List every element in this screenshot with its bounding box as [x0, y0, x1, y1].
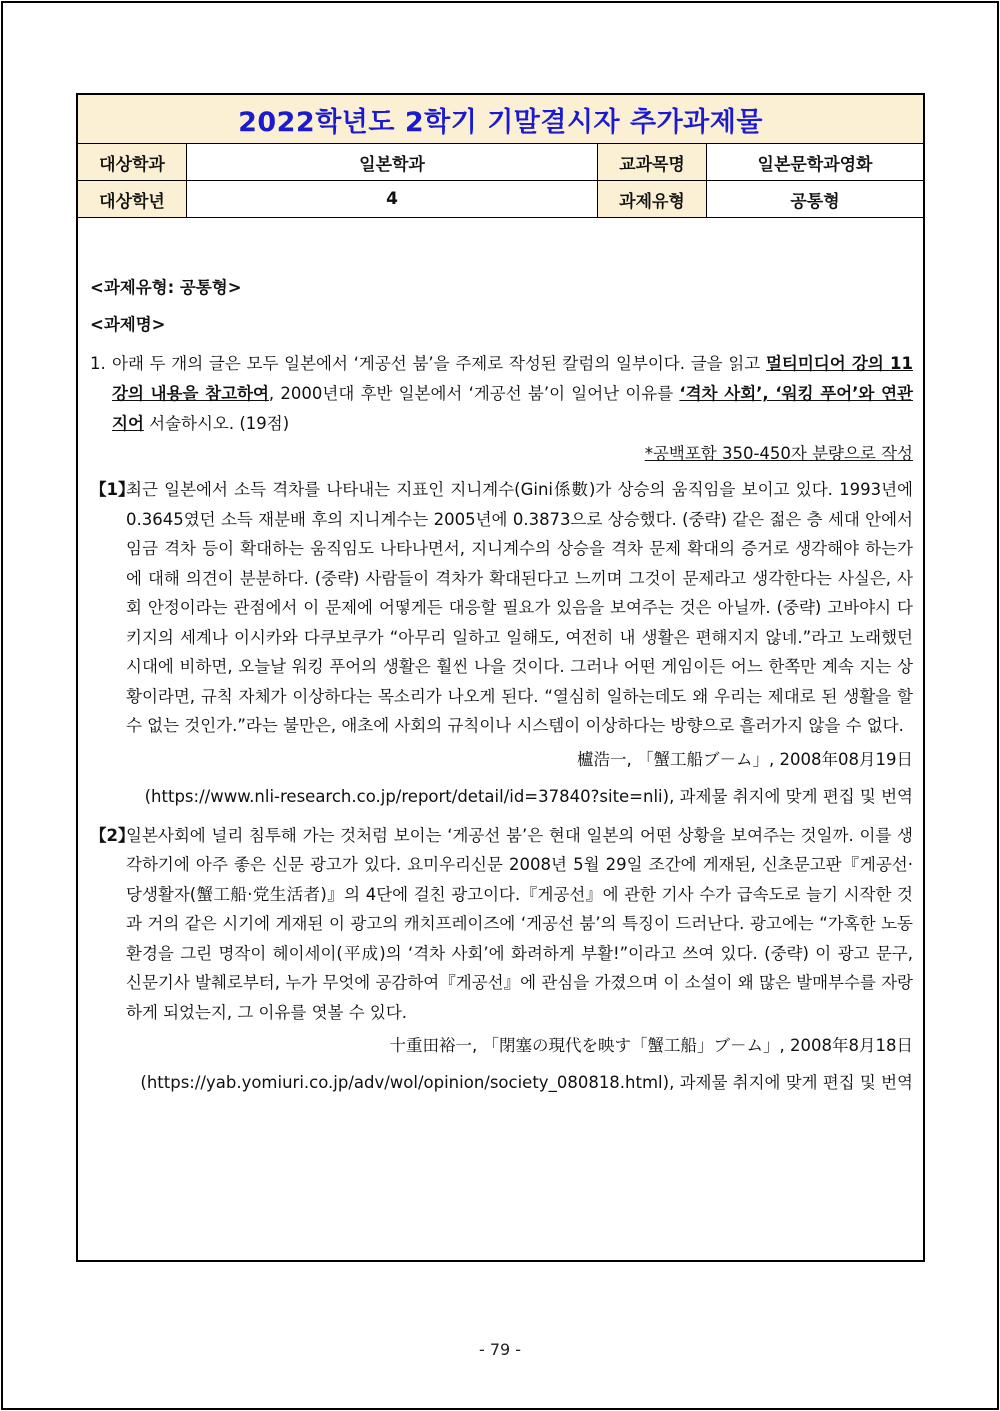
dept-value: 일본학과 — [187, 144, 598, 180]
question-number: 1. — [90, 354, 106, 373]
question — [90, 349, 913, 439]
length-requirement: *공백포함 350-450자 분량으로 작성 — [644, 444, 913, 463]
passage-1-citation-source: (https://www.nli-research.co.jp/report/detail/id=37840?site=nli), 과제물 취지에 맞게 편집 및 번역 — [144, 786, 913, 806]
info-row-dept — [78, 144, 923, 181]
assignment-title: 2022학년도 2학기 기말결시자 추가과제물 — [78, 95, 923, 144]
assignment-sheet — [76, 93, 925, 1262]
subject-label: 교과목명 — [598, 144, 707, 180]
passage-2 — [90, 821, 913, 1028]
page-number: - 79 - — [478, 1340, 522, 1359]
passage-label: 【1】 — [90, 480, 135, 499]
type-heading: <과제유형: 공통형> — [90, 278, 242, 297]
passage-text: 최근 일본에서 소득 격차를 나타내는 지표인 지니계수(Gini係數)가 상승의 움직임을 보이고 있다. 1993년에 0.3645였던 소득 재분배 후의 지니계수는 2005년에 0.3873으로 상승했다. (중략) 같은 젊은 층 세대 안에서 임금 격차 등이 확대하는 움직임도 나타나면서, 지니계수의 상승을 격차 문제 확대의 증거로 생각해야 하는가에 대해 의견이 분분하다. (중략) 사람들이 격차가 확대된다고 느끼며 그것이 문제라고 생각한다는 사실은, 사회 안정이라는 관점에서 이 문제에 어떻게든 대응할 필요가 있음을 보여주는 것은 아닐까. (중략) 고바야시 다키지의 세계나 이시카와 다쿠보쿠가 “아무리 일하고 일해도, 여전히 내 생활은 편해지지 않네.”라고 노래했던 시대에 비하면, 오늘날 워킹 푸어의 생활은 훨씬 나을 것이다. 그러나 어떤 게임이든 어느 한쪽만 계속 지는 상황이라면, 규칙 자체가 이상하다는 목소리가 나오게 된다. “열심히 일하는데도 왜 우리는 제대로 된 생활을 할 수 없는 것인가.”라는 불만은, 애초에 사회의 규칙이나 시스템이 이상하다는 방향으로 흘러가지 않을 수 없다. — [126, 480, 913, 735]
requirement-line — [90, 439, 913, 469]
dept-label: 대상학과 — [78, 144, 187, 180]
name-heading: <과제명> — [90, 315, 166, 334]
assignment-body — [90, 269, 913, 1101]
grade-value: 4 — [187, 181, 598, 217]
question-part2: , 2000년대 후반 일본에서 ‘게공선 붐’이 일어난 이유를 — [268, 384, 680, 403]
question-emphasis-1: 멀티미디어 강의 11강의 내용을 참고하여 — [112, 354, 913, 403]
question-part3: 서술하시오. (19점) — [143, 414, 290, 433]
passage-1-citation-author: 櫨浩一, 「蟹工船ブ－ム」, 2008年08月19日 — [577, 749, 913, 769]
grade-label: 대상학년 — [78, 181, 187, 217]
passage-text: 일본사회에 널리 침투해 가는 것처럼 보이는 ‘게공선 붐’은 현대 일본의 어떤 상황을 보여주는 것일까. 이를 생각하기에 아주 좋은 신문 광고가 있다. 요미우리신문 2008년 5월 29일 조간에 게재된, 신초문고판『게공선·당생활자(蟹工船·党生活者)』의 4단에 걸친 광고이다.『게공선』에 관한 기사 수가 급속도로 늘기 시작한 것과 거의 같은 시기에 게재된 이 광고의 캐치프레이즈에 ‘게공선 붐’의 특징이 드러난다. 광고에는 “가혹한 노동 환경을 그린 명작이 헤이세이(平成)의 ‘격차 사회’에 화려하게 부활!”이라고 쓰여 있다. (중략) 이 광고 문구, 신문기사 발췌로부터, 누가 무엇에 공감하여『게공선』에 관심을 가졌으며 이 소설이 왜 많은 발매부수를 자랑하게 되었는지, 그 이유를 엿볼 수 있다. — [126, 825, 913, 1022]
type-value: 공통형 — [790, 191, 840, 212]
question-part1: 아래 두 개의 글은 모두 일본에서 ‘게공선 붐’을 주제로 작성된 칼럼의 일부이다. 글을 읽고 — [112, 354, 766, 373]
question-text — [112, 349, 913, 439]
passage-2-citation-author: 十重田裕一, 「閉塞の現代を映す「蟹工船」ブ－ム」, 2008年8月18日 — [389, 1036, 913, 1055]
question-emphasis-2: ‘격차 사회’, ‘워킹 푸어’와 연관지어 — [112, 384, 913, 433]
passage-label: 【2】 — [90, 825, 135, 845]
subject-value: 일본문학과영화 — [757, 154, 873, 175]
info-row-grade — [78, 181, 923, 218]
passage-2-citation-source: (https://yab.yomiuri.co.jp/adv/wol/opinion/society_080818.html), 과제물 취지에 맞게 편집 및 번역 — [140, 1073, 913, 1092]
passage-1 — [90, 475, 913, 741]
type-label: 과제유형 — [598, 181, 707, 217]
